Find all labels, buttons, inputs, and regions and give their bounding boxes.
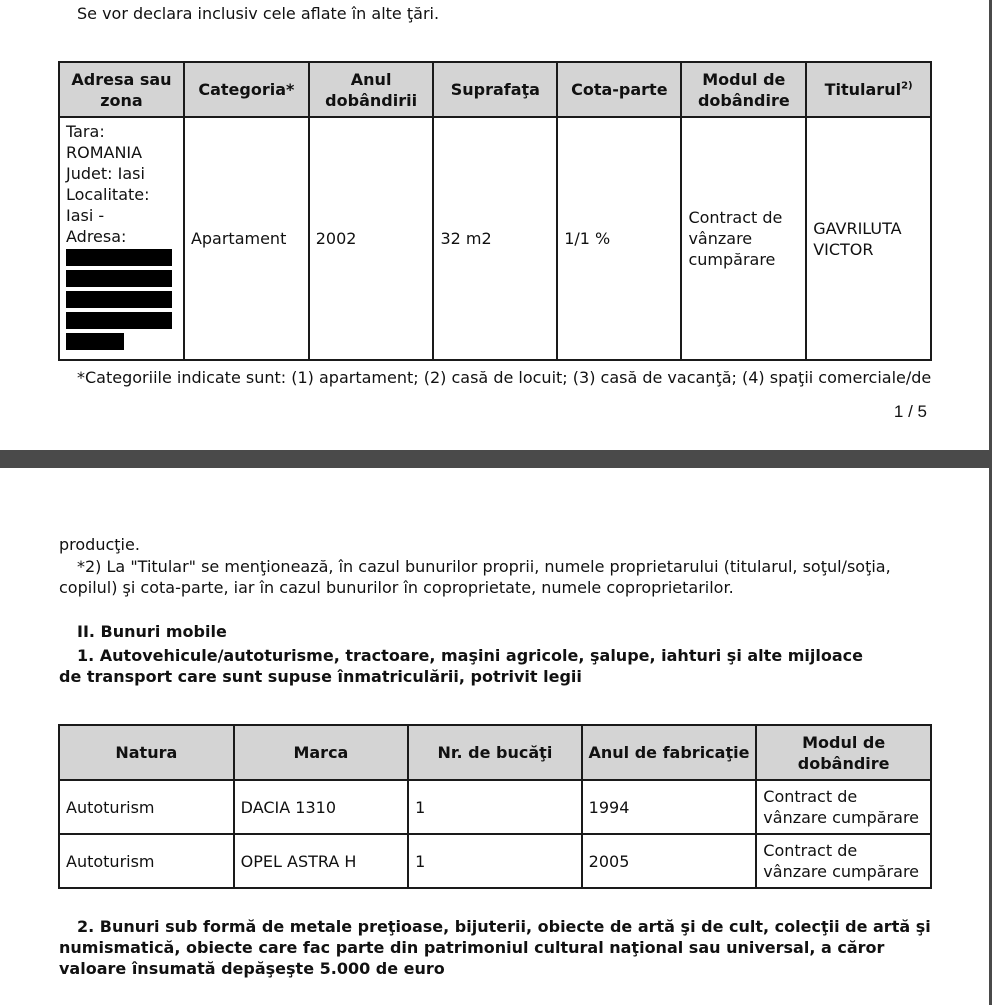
header-natura: Natura bbox=[59, 725, 234, 780]
cell-nr-bucati: 1 bbox=[408, 780, 582, 834]
cell-modul: Contract de vânzare cumpărare bbox=[681, 117, 806, 360]
category-footnote: *Categoriile indicate sunt: (1) apartament; (2) casă de locuit; (3) casă de vacanţă; (4) spaţii comerciale/de bbox=[77, 368, 932, 387]
cell-modul-dobandire: Contract de vânzare cumpărare bbox=[756, 834, 931, 888]
header-adresa: Adresa sau zona bbox=[59, 62, 184, 117]
cell-adresa bbox=[59, 117, 184, 360]
header-titular-label: Titularul bbox=[824, 80, 902, 99]
address-line: Tara: bbox=[66, 122, 105, 141]
real-estate-table bbox=[58, 61, 932, 361]
address-line: Iasi - bbox=[66, 206, 105, 225]
subsection-1-title: 1. Autovehicule/autoturisme, tractoare, maşini agricole, şalupe, iahturi şi alte mijloace de transport care sunt supuse înmatriculării, potrivit legii bbox=[59, 646, 863, 686]
subsection-2-title: 2. Bunuri sub formă de metale preţioase, bijuterii, obiecte de artă şi de cult, colecţii de artă şi numismatică, obiecte care fac parte din patrimoniul cultural naţional sau universal, a căror valoare însumată depăşeşte 5.000 de euro bbox=[59, 917, 931, 978]
cell-modul-dobandire: Contract de vânzare cumpărare bbox=[756, 780, 931, 834]
table-header-row bbox=[59, 62, 931, 117]
table-row bbox=[59, 117, 931, 360]
redaction-bar bbox=[66, 249, 172, 266]
address-line: Judet: Iasi bbox=[66, 164, 145, 183]
header-titular-note: 2) bbox=[901, 80, 913, 92]
cell-nr-bucati: 1 bbox=[408, 834, 582, 888]
vehicle-table bbox=[58, 724, 932, 889]
titular-note: *2) La "Titular" se menţionează, în cazul bunurilor proprii, numele proprietarului (titularul, soţul/soţia, copilul) şi cota-parte, iar în cazul bunurilor în coproprietate, numele coproprietarilor. bbox=[59, 557, 891, 597]
cell-anul: 2002 bbox=[309, 117, 434, 360]
header-categoria: Categoria* bbox=[184, 62, 309, 117]
page-number: 1 / 5 bbox=[893, 402, 927, 421]
header-anul-fabricatie: Anul de fabricaţie bbox=[582, 725, 757, 780]
cell-anul-fabricatie: 2005 bbox=[582, 834, 757, 888]
redaction-bar bbox=[66, 333, 124, 350]
cell-cota: 1/1 % bbox=[557, 117, 681, 360]
intro-text: Se vor declara inclusiv cele aflate în alte ţări. bbox=[77, 4, 440, 23]
address-line: Localitate: bbox=[66, 185, 150, 204]
cell-anul-fabricatie: 1994 bbox=[582, 780, 757, 834]
header-nr-bucati: Nr. de bucăţi bbox=[408, 725, 582, 780]
table-row bbox=[59, 834, 931, 888]
header-modul: Modul de dobândire bbox=[681, 62, 806, 117]
redaction-bar bbox=[66, 270, 172, 287]
header-titular bbox=[806, 62, 931, 117]
table-header-row bbox=[59, 725, 931, 780]
cell-marca: OPEL ASTRA H bbox=[234, 834, 409, 888]
cell-categoria: Apartament bbox=[184, 117, 309, 360]
redaction-bar bbox=[66, 312, 172, 329]
header-marca: Marca bbox=[234, 725, 409, 780]
header-suprafata: Suprafaţa bbox=[433, 62, 557, 117]
cell-natura: Autoturism bbox=[59, 780, 234, 834]
header-cota: Cota-parte bbox=[557, 62, 681, 117]
cell-suprafata: 32 m2 bbox=[433, 117, 557, 360]
header-modul-dobandire: Modul de dobândire bbox=[756, 725, 931, 780]
address-line: Adresa: bbox=[66, 227, 127, 246]
footnote-continuation: producţie. bbox=[59, 535, 140, 554]
document-page-2 bbox=[0, 468, 992, 1005]
header-anul: Anul dobândirii bbox=[309, 62, 434, 117]
redaction-bar bbox=[66, 291, 172, 308]
cell-titular: GAVRILUTA VICTOR bbox=[806, 117, 931, 360]
document-page-1 bbox=[0, 0, 992, 450]
page-separator bbox=[0, 450, 992, 468]
cell-marca: DACIA 1310 bbox=[234, 780, 409, 834]
table-row bbox=[59, 780, 931, 834]
section-title: II. Bunuri mobile bbox=[77, 622, 227, 641]
address-line: ROMANIA bbox=[66, 143, 143, 162]
cell-natura: Autoturism bbox=[59, 834, 234, 888]
